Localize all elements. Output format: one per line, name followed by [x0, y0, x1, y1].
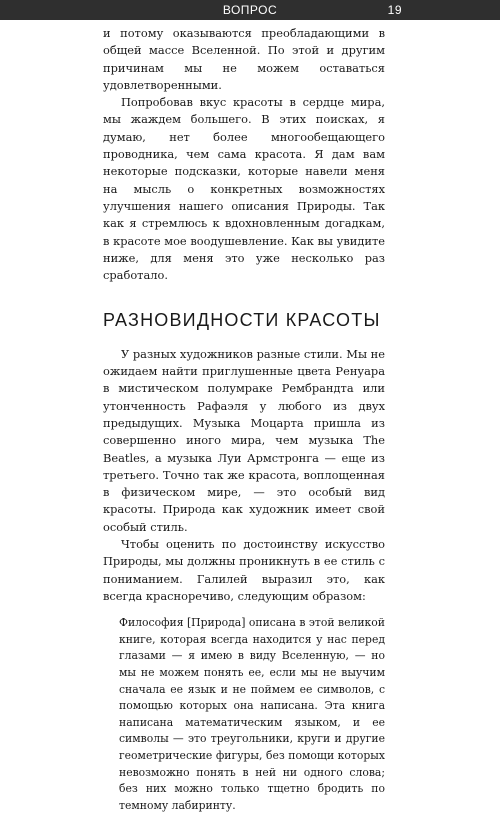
page-body [103, 25, 385, 814]
chapter-title: ВОПРОС [222, 3, 278, 17]
running-header [0, 0, 500, 20]
paragraph-continuation: и потому оказываются преобладающими в общей массе Вселенной. По этой и другим причинам мы не можем оставаться удовлетворенными. [103, 26, 385, 92]
galileo-quote: Философия [Природа] описана в этой великой книге, которая всегда находится у нас перед глазами — я имею в виду Вселенную, — но мы не можем понять ее, если мы не выучим сначала ее язык и не поймем ее символов, с помощью которых она написана. Эта книга написана математическим языком, и ее символы — это треугольники, круги и другие геометрические фигуры, без помощи которых невозможно понять в ней ни одного слова; без них можно только тщетно бродить по темному лабиринту. [119, 616, 385, 812]
paragraph-beauty-quest: Попробовав вкус красоты в сердце мира, мы жаждем большего. В этих поисках, я думаю, нет более многообещающего проводника, чем сама красота. Я дам вам некоторые подсказки, которые навели меня на мысль о конкретных возможностях улучшения нашего описания Природы. Так как я стремлюсь к вдохновленным догадкам, в красоте мое воодушевление. Как вы увидите ниже, для меня это уже несколько раз сработало. [103, 95, 385, 283]
paragraph-artists-styles: У разных художников разные стили. Мы не ожидаем найти приглушенные цвета Ренуара в мистическом полумраке Рембрандта или утонченность Рафаэля у любого из двух предыдущих. Музыка Моцарта пришла из совершенно иного мира, чем музыка The Beatles, а музыка Луи Армстронга — еще из третьего. Точно так же красота, воплощенная в физическом мире, — это особый вид красоты. Природа как художник имеет свой особый стиль. [103, 346, 385, 534]
section-heading: РАЗНОВИДНОСТИ КРАСОТЫ [103, 310, 381, 331]
paragraph-nature-art: Чтобы оценить по достоинству искусство Природы, мы должны проникнуть в ее стиль с пониманием. Галилей выразил это, как всегда красноречиво, следующим образом: [103, 537, 385, 603]
page-number: 19 [387, 3, 402, 17]
